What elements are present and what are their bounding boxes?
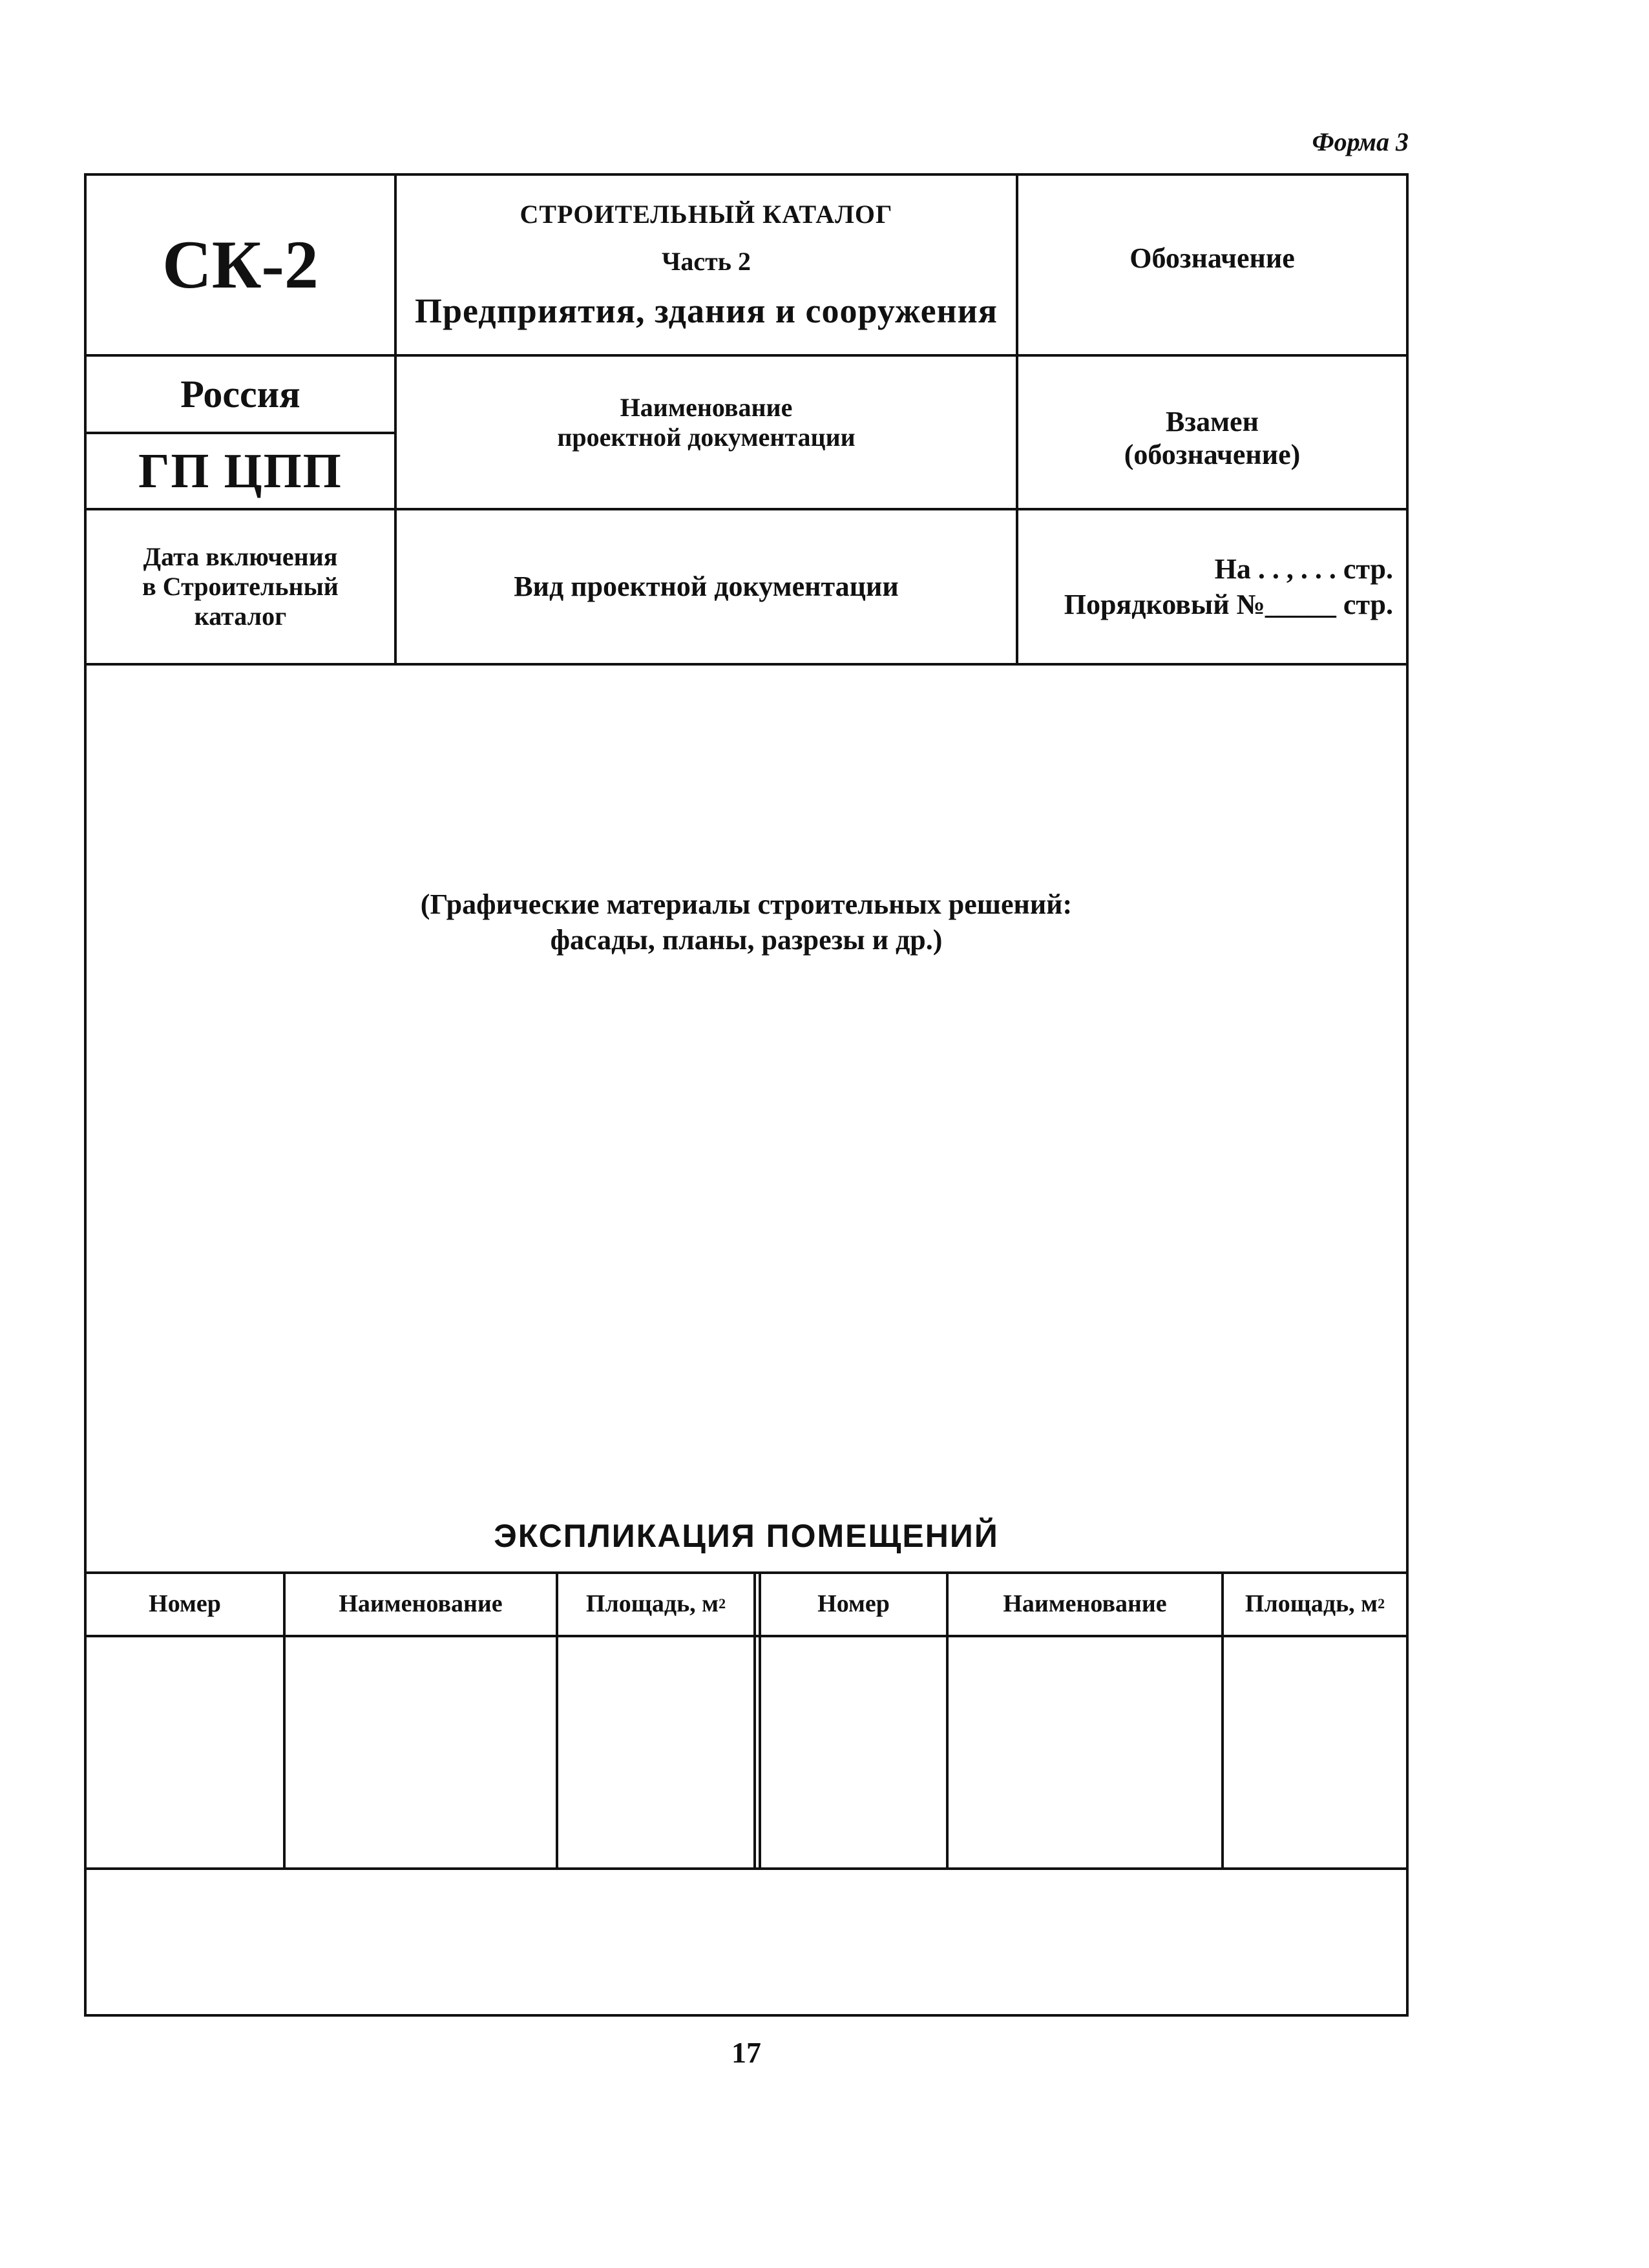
catalog-code: СК-2 — [162, 227, 319, 302]
organization-cell — [87, 434, 394, 508]
expl-header-name-1: Наименование — [339, 1590, 503, 1617]
doc-type-label: Вид проектной документации — [514, 570, 899, 602]
form-number-label: Форма 3 — [1312, 127, 1409, 156]
organization-label: ГП ЦПП — [138, 443, 342, 498]
inclusion-date-cell — [87, 510, 394, 663]
doc-name-cell — [397, 357, 1016, 508]
country-label: Россия — [180, 372, 300, 415]
catalog-code-cell — [87, 176, 394, 354]
expl-header-area-2: Площадь, м 2 — [1245, 1590, 1385, 1617]
graphic-materials-note — [84, 887, 1409, 958]
doc-name-label-line1: Наименование — [620, 393, 793, 422]
pages-count-line: На . . , . . . стр. — [1214, 553, 1393, 585]
graphic-materials-line1: (Графические материалы строительных решений: — [420, 888, 1073, 920]
inclusion-date-line2: в Строительный — [142, 572, 339, 601]
graphic-materials-line2: фасады, планы, разрезы и др.) — [550, 924, 943, 956]
header-bottom-divider — [84, 663, 1409, 666]
explication-title: ЭКСПЛИКАЦИЯ ПОМЕЩЕНИЙ — [494, 1518, 999, 1554]
country-cell — [87, 357, 394, 432]
doc-name-label-line2: проектной документации — [557, 423, 856, 452]
page-number: 17 — [731, 2036, 761, 2069]
inclusion-date-line1: Дата включения — [143, 542, 338, 571]
catalog-section-title: Предприятия, здания и сооружения — [415, 291, 998, 330]
designation-label: Обозначение — [1129, 242, 1295, 274]
replaces-cell — [1018, 357, 1406, 508]
catalog-part: Часть 2 — [662, 247, 751, 276]
replaces-label-line2: (обозначение) — [1124, 439, 1301, 470]
expl-header-area-1: Площадь, м 2 — [585, 1590, 726, 1617]
expl-header-number-2: Номер — [817, 1590, 890, 1617]
expl-header-name-2: Наименование — [1003, 1590, 1167, 1617]
inclusion-date-line3: каталог — [194, 602, 287, 631]
replaces-label-line1: Взамен — [1166, 406, 1259, 438]
catalog-title-cell — [397, 176, 1016, 354]
doc-type-cell — [397, 510, 1016, 663]
catalog-heading: СТРОИТЕЛЬНЫЙ КАТАЛОГ — [520, 200, 893, 229]
expl-col-divider-3a — [753, 1571, 756, 1870]
pages-cell — [1018, 510, 1406, 663]
expl-header-number-1: Номер — [149, 1590, 221, 1617]
designation-cell — [1018, 176, 1406, 354]
sequence-number-line: Порядковый №_____ стр. — [1064, 589, 1393, 620]
